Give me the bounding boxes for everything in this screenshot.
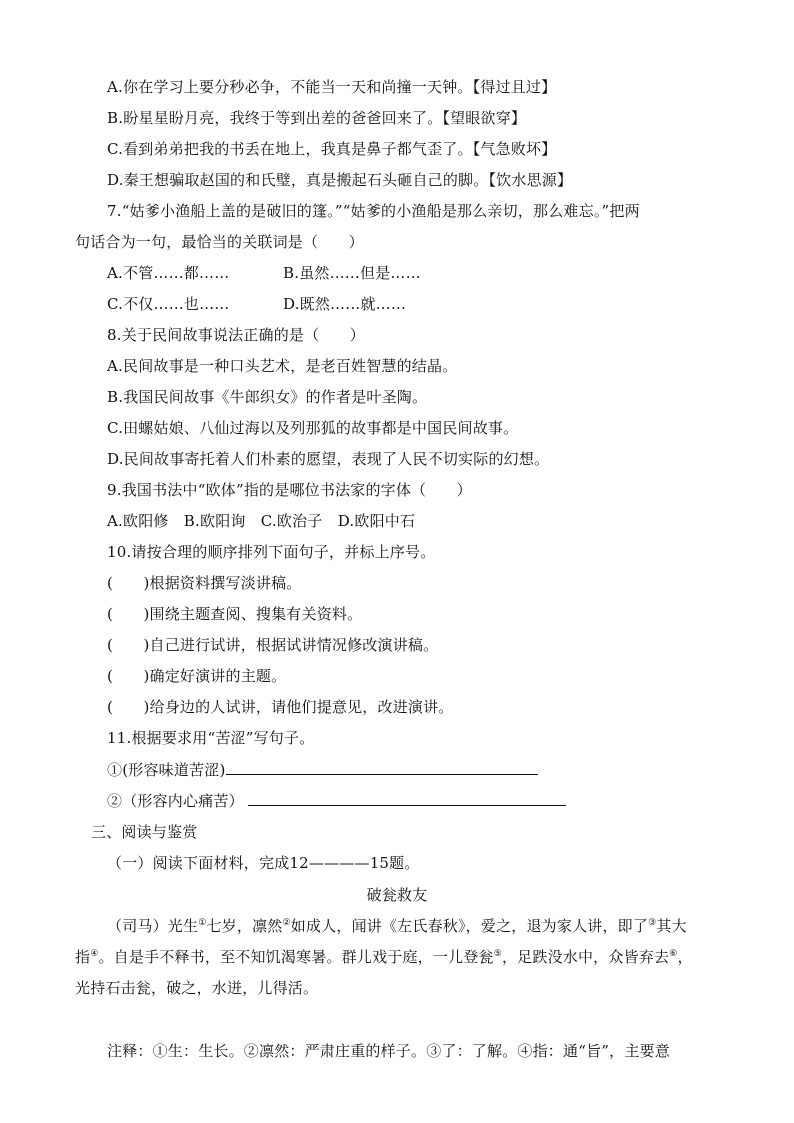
passage-line3: 光持石击瓮，破之，水迸，儿得活。: [75, 979, 319, 997]
q10-item: ( )自己进行试讲，根据试讲情况修改演讲稿。: [107, 636, 439, 654]
passage-line2: 指④。自是手不释书，至不知饥渴寒暑。群儿戏于庭，一儿登瓮⑤，足跌没水中，众皆弃去⑥，: [75, 948, 693, 966]
q7-option-c: C.不仅……也……: [107, 295, 230, 313]
q10-stem: 10.请按合理的顺序排列下面句子，并标上序号。: [107, 543, 436, 561]
q10-item: ( )根据资料撰写淡讲稿。: [107, 574, 302, 592]
q8-option-d: D.民间故事寄托着人们朴素的愿望，表现了人民不切实际的幻想。: [107, 450, 550, 468]
q11-item2: [107, 791, 566, 811]
passage-notes: 注释：①生：生长。②凛然：严肃庄重的样子。③了：了解。④指：通“旨”，主要意: [107, 1042, 670, 1060]
q6-option-c: C.看到弟弟把我的书丢在地上，我真是鼻子都气歪了。【气急败坏】: [107, 140, 557, 158]
q10-item: ( )确定好演讲的主题。: [107, 667, 287, 685]
q8-option-a: A.民间故事是一种口头艺术，是老百姓智慧的结晶。: [107, 357, 458, 375]
q6-option-a: A.你在学习上要分秒必争，不能当一天和尚撞一天钟。【得过且过】: [107, 78, 557, 96]
section-heading: 三、阅读与鉴赏: [91, 823, 198, 841]
passage-title: 破瓮救友: [366, 886, 428, 904]
q8-option-b: B.我国民间故事《牛郎织女》的作者是叶圣陶。: [107, 388, 428, 406]
q7-stem-line2: 句话合为一句，最恰当的关联词是（ ）: [75, 233, 364, 251]
q9-stem: 9.我国书法中“欧体”指的是哪位书法家的字体（ ）: [107, 481, 472, 499]
q7-option-b: B.虽然……但是……: [283, 264, 421, 282]
q7-option-d: D.既然……就……: [283, 295, 407, 313]
q7-option-a: A.不管……都……: [107, 264, 230, 282]
answer-blank[interactable]: [248, 791, 566, 806]
q7-stem-line1: 7.“姑爹小渔船上盖的是破旧的篷。”“姑爹的小渔船是那么亲切，那么难忘。”把两: [107, 202, 640, 220]
q6-option-b: B.盼星星盼月亮，我终于等到出差的爸爸回来了。【望眼欲穿】: [107, 109, 527, 127]
q11-item1: [107, 760, 538, 780]
q11-item1-label: ①(形容味道苦涩): [107, 761, 226, 779]
q11-item2-label: ②（形容内心痛苦）: [107, 792, 244, 810]
q9-options: A.欧阳修 B.欧阳询 C.欧治子 D.欧阳中石: [107, 512, 416, 530]
q8-option-c: C.田螺姑娘、八仙过海以及列那狐的故事都是中国民间故事。: [107, 419, 519, 437]
q11-stem: 11.根据要求用“苦涩”写句子。: [107, 729, 315, 747]
answer-blank[interactable]: [226, 760, 538, 775]
q8-stem: 8.关于民间故事说法正确的是（ ）: [107, 326, 365, 344]
q10-item: ( )给身边的人试讲，请他们提意见，改进演讲。: [107, 698, 454, 716]
passage-line1: （司马）光生①七岁，凛然②如成人，闻讲《左氏春秋》，爱之，退为家人讲，即了③其大: [107, 917, 687, 935]
section-subheading: （一）阅读下面材料，完成12————15题。: [107, 854, 420, 872]
q10-item: ( )围绕主题查阅、搜集有关资料。: [107, 605, 363, 623]
q6-option-d: D.秦王想骗取赵国的和氏璧，真是搬起石头砸自己的脚。【饮水思源】: [107, 171, 573, 189]
